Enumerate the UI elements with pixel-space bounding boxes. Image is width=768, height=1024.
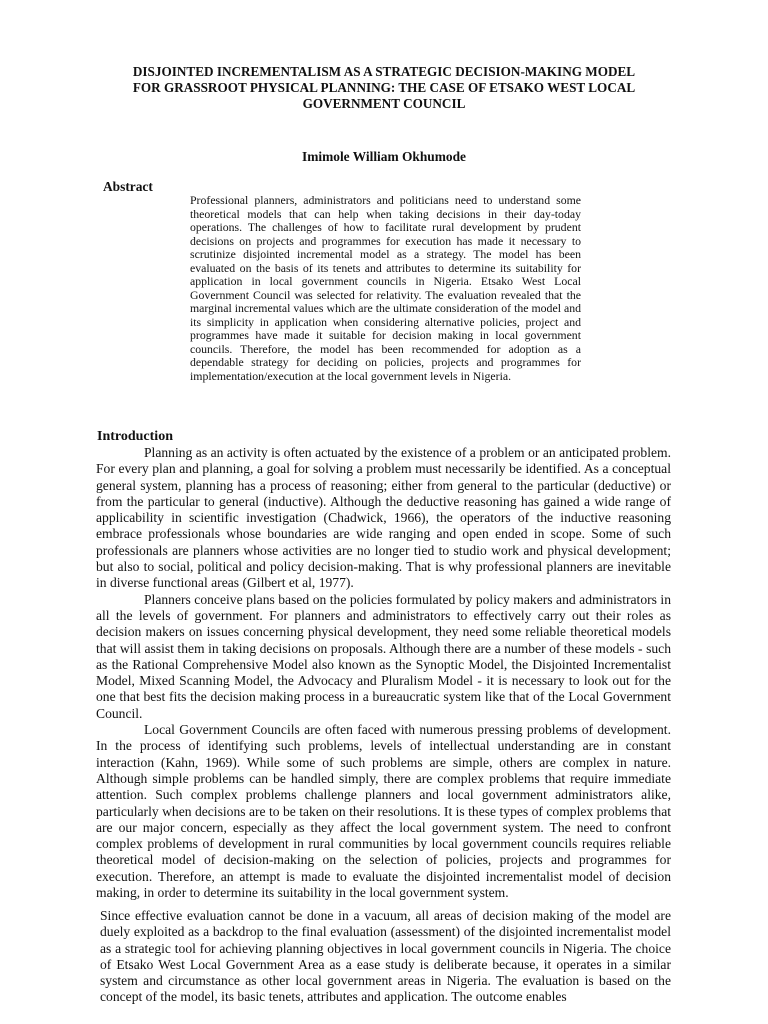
- abstract-text: Professional planners, administrators and politicians need to understand some theoretical models that can help when taking decisions in their day-today operations. The challenges of how to facilitate rural development by prudent decisions on projects and programmes for execution has made it necessary to scrutinize disjointed incremental model as a strategy. The model has been evaluated on the basis of its tenets and attributes to determine its suitability for application in local government councils in Nigeria. Etsako West Local Government Council was selected for relativity. The evaluation revealed that the marginal incremental values which are the ultimate consideration of the model and its simplicity in application when considering alternative policies, project and programmes have made it suitable for decision making in local government councils. Therefore, the model has been recommended for adoption as a dependable strategy for deciding on policies, projects and programmes for implementation/execution at the local government levels in Nigeria.: [190, 193, 581, 383]
- author-name: Imimole William Okhumode: [302, 149, 466, 164]
- paragraph: Planners conceive plans based on the policies formulated by policy makers and administrators in all the levels of government. For planners and administrators to effectively carry out their roles as decision makers on issues concerning physical development, they need some reliable theoretical models that will assist them in taking decisions on proposals. Although there are a number of these models - such as the Rational Comprehensive Model also known as the Synoptic Model, the Disjointed Incrementalist Model, Mixed Scanning Model, the Advocacy and Pluralism Model - it is necessary to look out for the one that best fits the decision making process in a bureaucratic system like that of the Local Government Council.: [96, 591, 671, 721]
- introduction-heading: Introduction: [97, 429, 173, 444]
- paragraph: Since effective evaluation cannot be done in a vacuum, all areas of decision making of the model are duely exploited as a backdrop to the final evaluation (assessment) of the disjointed incrementalist model as a strategic tool for achieving planning objectives in local government councils in Nigeria. The choice of Etsako West Local Government Area as a ease study is deliberate because, it operates in a similar system and circumstance as other local government areas in Nigeria. The evaluation is based on the concept of the model, its basic tenets, attributes and application. The outcome enables: [100, 908, 671, 1005]
- introduction-body: [96, 445, 671, 901]
- paragraph: Planning as an activity is often actuated by the existence of a problem or an anticipated problem. For every plan and planning, a goal for solving a problem must necessarily be identified. As a conceptual general system, planning has a process of reasoning; either from general to the particular (deductive) or from the particular to general (inductive). Although the deductive reasoning has gained a wide range of applicability in scientific investigation (Chadwick, 1966), the operators of the inductive reasoning embrace professionals whose boundaries are wide ranging and open ended in scope. Some of such professionals are planners whose activities are no longer tied to studio work and physical development; but also to social, political and policy decision-making. That is why professional planners are inevitable in diverse functional areas (Gilbert et al, 1977).: [96, 445, 671, 591]
- paragraph: Local Government Councils are often faced with numerous pressing problems of development. In the process of identifying such problems, levels of intellectual understanding are in constant interaction (Kahn, 1969). While some of such problems are simple, others are complex in nature. Although simple problems can be handled simply, there are complex problems that require immediate attention. Such complex problems challenge planners and local government administrators alike, particularly when decisions are to be taken on their resolutions. It is these types of complex problems that are our major concern, especially as they affect the local government system. The need to confront complex problems of development in rural communities by local government councils requires reliable theoretical model of decision-making on the selection of policies, projects and programmes for execution. Therefore, an attempt is made to evaluate the disjointed incrementalist model of decision making, in order to determine its suitability in the local government system.: [96, 722, 671, 901]
- abstract-heading: Abstract: [103, 179, 153, 194]
- paper-title: DISJOINTED INCREMENTALISM AS A STRATEGIC DECISION-MAKING MODEL FOR GRASSROOT PHYSICAL PLANNING: THE CASE OF ETSAKO WEST LOCAL GOVERNMENT COUNCIL: [132, 64, 636, 111]
